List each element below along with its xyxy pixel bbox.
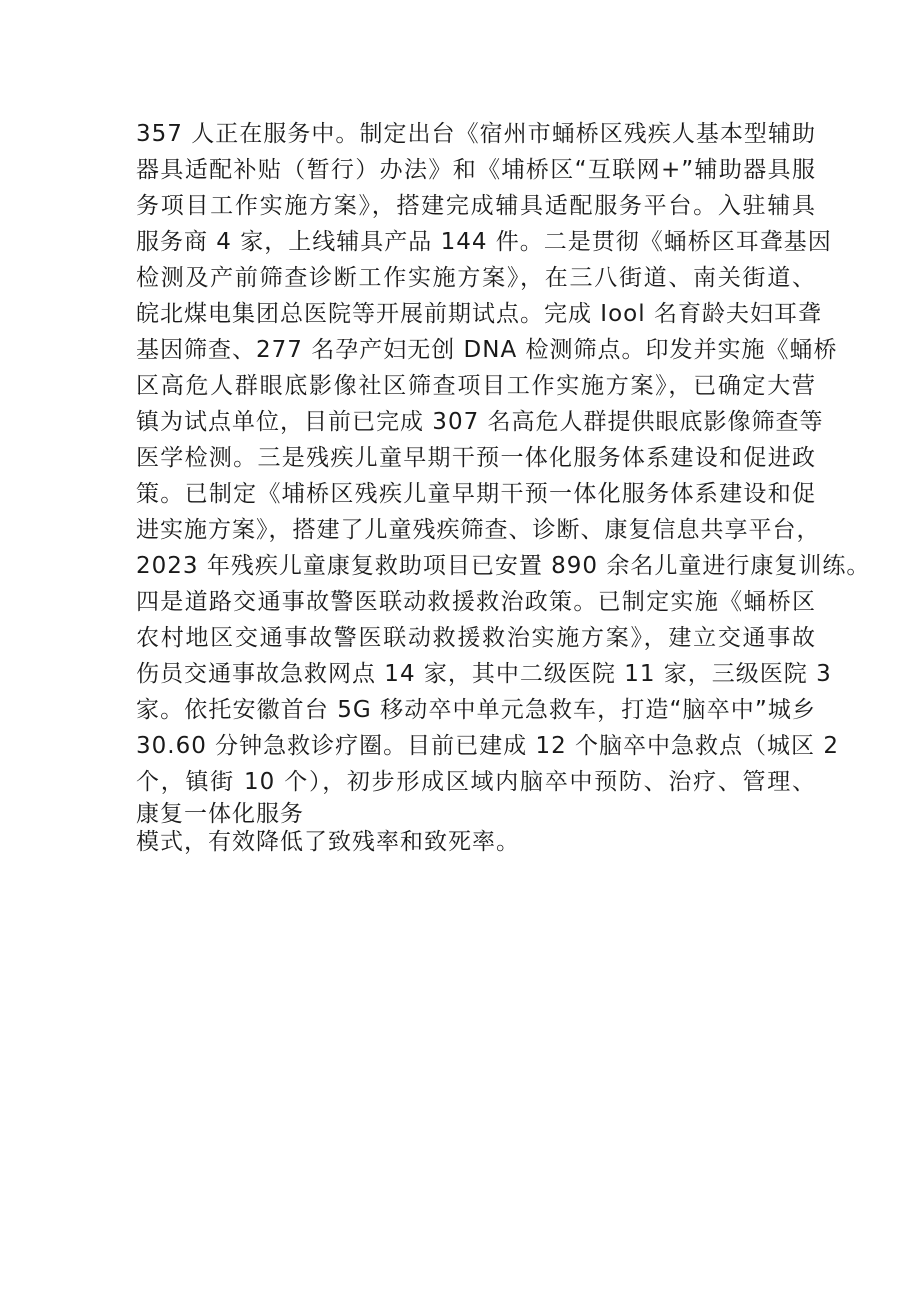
text-line: 服务商 4 家，上线辅具产品 144 件。二是贯彻《蛹桥区耳聋基因 [136,229,832,255]
text-line: 357 人正在服务中。制定出台《宿州市蛹桥区残疾人基本型辅助 [136,121,816,147]
text-line: 器具适配补贴（暂行）办法》和《埔桥区“互联网+”辅助器具服 [136,157,816,183]
text-line: 进实施方案》，搭建了儿童残疾筛查、诊断、康复信息共享平台， [136,517,821,543]
text-line: 检测及产前筛查诊断工作实施方案》，在三八街道、南关街道、 [136,265,816,291]
text-line: 家。依托安徽首台 5G 移动卒中单元急救车，打造“脑卒中”城乡 [136,697,816,723]
text-line: 医学检测。三是残疾儿童早期干预一体化服务体系建设和促进政 [136,445,816,471]
text-line: 模式，有效降低了致残率和致死率。 [136,829,520,855]
text-line: 策。已制定《埔桥区残疾儿童早期干预一体化服务体系建设和促 [136,481,816,507]
text-line: 30.60 分钟急救诊疗圈。目前已建成 12 个脑卒中急救点（城区 2 [136,733,839,759]
text-line: 伤员交通事故急救网点 14 家，其中二级医院 11 家，三级医院 3 [136,661,832,687]
text-line: 个，镇街 10 个），初步形成区域内脑卒中预防、治疗、管理、 [136,769,816,795]
text-line: 四是道路交通事故警医联动救援救治政策。已制定实施《蛹桥区 [136,589,816,615]
text-line: 皖北煤电集团总医院等开展前期试点。完成 Iool 名育龄夫妇耳聋 [136,301,822,327]
text-line: 农村地区交通事故警医联动救援救治实施方案》，建立交通事故 [136,625,816,651]
body-paragraph [136,116,871,856]
text-line: 基因筛查、277 名孕产妇无创 DNA 检测筛点。印发并实施《蛹桥 [136,337,838,363]
text-line: 康复一体化服务 [136,801,304,827]
text-line: 区高危人群眼底影像社区筛查项目工作实施方案》，已确定大营 [136,373,816,399]
text-line: 2023 年残疾儿童康复救助项目已安置 890 余名儿童进行康复训练。 [136,553,871,579]
text-line: 镇为试点单位，目前已完成 307 名高危人群提供眼底影像筛查等 [136,409,824,435]
text-line: 务项目工作实施方案》，搭建完成辅具适配服务平台。入驻辅具 [136,193,816,219]
